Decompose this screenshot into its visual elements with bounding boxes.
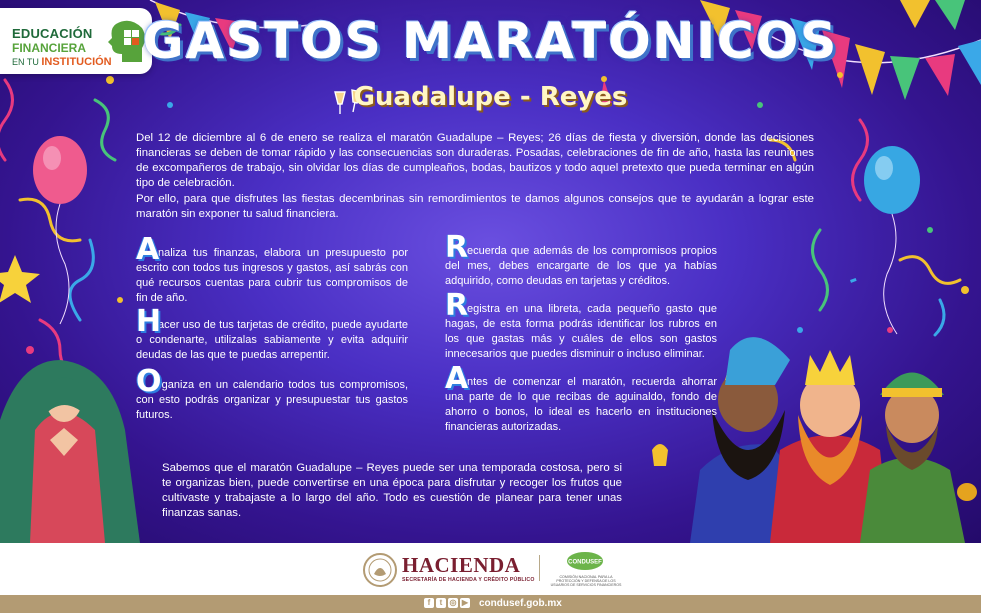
tip-initial: A [445, 361, 469, 396]
star-decoration [0, 255, 40, 303]
website-link[interactable]: condusef.gob.mx [479, 598, 562, 609]
virgin-illustration [0, 360, 140, 543]
social-icons [424, 598, 472, 610]
instagram-icon[interactable]: ◎ [449, 598, 457, 607]
logo-line-3-emphasis: INSTITUCIÓN [41, 56, 112, 68]
intro-paragraph-1: Del 12 de diciembre al 6 de enero se realiza el maratón Guadalupe – Reyes; 26 días de fiesta y diversión, donde las decisiones financieras se deben de tomar rápido y las consecuencias son duraderas. Posadas, celebraciones de fin de año, hasta las reuniones de excompañeros de trabajo, sin olvidar los días de cumpleaños, bodas, bautizos y todo aquel pretexto que pueda terminar en algún tipo de celebración. [136, 132, 814, 189]
tip-initial: R [445, 288, 469, 323]
page-subtitle: Guadalupe - Reyes [353, 82, 628, 112]
logo-line-3-prefix: EN TU [12, 57, 42, 67]
hacienda-subtitle: SECRETARÍA DE HACIENDA Y CRÉDITO PÚBLICO [402, 577, 535, 583]
tip-initial: R [445, 230, 469, 265]
blue-balloon [864, 146, 920, 334]
tip-text: ntes de comenzar el maratón, recuerda ahorrar una parte de lo que recibas de aguinaldo, fondo de ahorro o bonos, lo ideal es hacerlo en instituciones financieras autorizadas. [445, 376, 717, 433]
youtube-icon[interactable]: ▶ [461, 598, 469, 607]
condusef-name: CONDUSEF [568, 559, 602, 566]
logo-line-1: EDUCACIÓN [12, 26, 93, 41]
footer-bar [0, 595, 981, 613]
tip-initial: A [136, 232, 160, 267]
logo-line-2: FINANCIERA [12, 41, 86, 55]
footer-divider [539, 555, 540, 581]
footer-logos [0, 543, 981, 595]
pink-balloon [33, 136, 87, 324]
tip-text: egistra en una libreta, cada pequeño gasto que hagas, de esta forma podrás identificar los rubros en los que gastas más y cuáles de ellos son gastos innecesarios que puedes disminuir o incluso eliminar. [445, 303, 717, 360]
page-title: GASTOS MARATÓNICOS [142, 12, 839, 70]
condusef-logo [566, 551, 604, 571]
closing-paragraph: Sabemos que el maratón Guadalupe – Reyes puede ser una temporada costosa, pero si te organizas bien, puede convertirse en una época para disfrutar y recoger los frutos que cultivaste y trabajaste a lo largo del año. Todo es cuestión de planear para tener unas finanzas sanas. [162, 462, 622, 519]
tip-initial: O [136, 364, 162, 399]
tip-text: rganiza en un calendario todos tus compromisos, con esto podrás organizar y presupuestar tus gastos futuros. [136, 379, 408, 421]
hacienda-name: HACIENDA [402, 553, 521, 577]
tip-initial: H [136, 304, 162, 339]
mexico-seal-icon [362, 552, 398, 588]
facebook-icon[interactable]: f [424, 598, 434, 608]
three-kings-illustration [652, 337, 977, 543]
intro-paragraph-2: Por ello, para que disfrutes las fiestas decembrinas sin remordimientos te damos algunos consejos que te ayudarán a lograr este maratón sin exponer tu salud financiera. [136, 193, 814, 220]
twitter-icon[interactable]: t [436, 598, 446, 608]
tip-text: acer uso de tus tarjetas de crédito, puede ayudarte o condenarte, utilizalas sabiamente y evita adquirir deudas de las que te puedas arrepentir. [136, 319, 408, 361]
tip-text: ecuerda que además de los compromisos propios del mes, debes encargarte de los que ya habías adquirido, como deudas en tarjetas y créditos. [445, 245, 717, 287]
condusef-subtitle: COMISIÓN NACIONAL PARA LA PROTECCIÓN Y DEFENSA DE LOS USUARIOS DE SERVICIOS FINANCIEROS [550, 575, 622, 587]
tip-text: naliza tus finanzas, elabora un presupuesto por escrito con todos tus ingresos y gastos, así sabrás con qué recursos cuentas para cubrir tus compromisos de fin de año. [136, 247, 408, 304]
